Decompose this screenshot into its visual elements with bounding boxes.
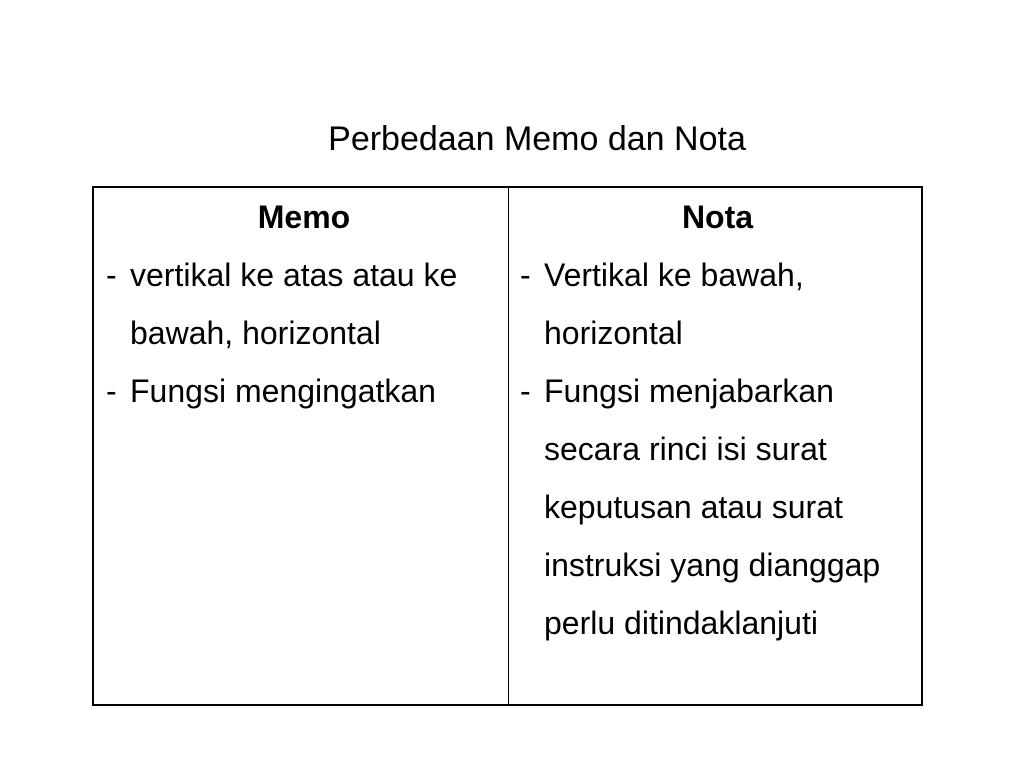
memo-header: Memo [257,199,351,235]
nota-item-function: - Fungsi menjabarkan secara rinci isi surat keputusan atau surat instruksi yang dianggap perlu ditindaklanjuti [520,362,915,652]
memo-list [106,246,502,420]
memo-column [94,188,509,704]
comparison-table [92,186,923,706]
nota-header: Nota [681,199,754,235]
slide-title: Perbedaan Memo dan Nota [328,119,746,158]
memo-item-direction: - vertikal ke atas atau ke bawah, horizontal [106,246,502,362]
nota-item-direction: - Vertikal ke bawah, horizontal [520,246,915,362]
nota-list [520,246,915,652]
memo-item-function: - Fungsi mengingatkan [106,362,502,420]
nota-column [509,188,921,704]
